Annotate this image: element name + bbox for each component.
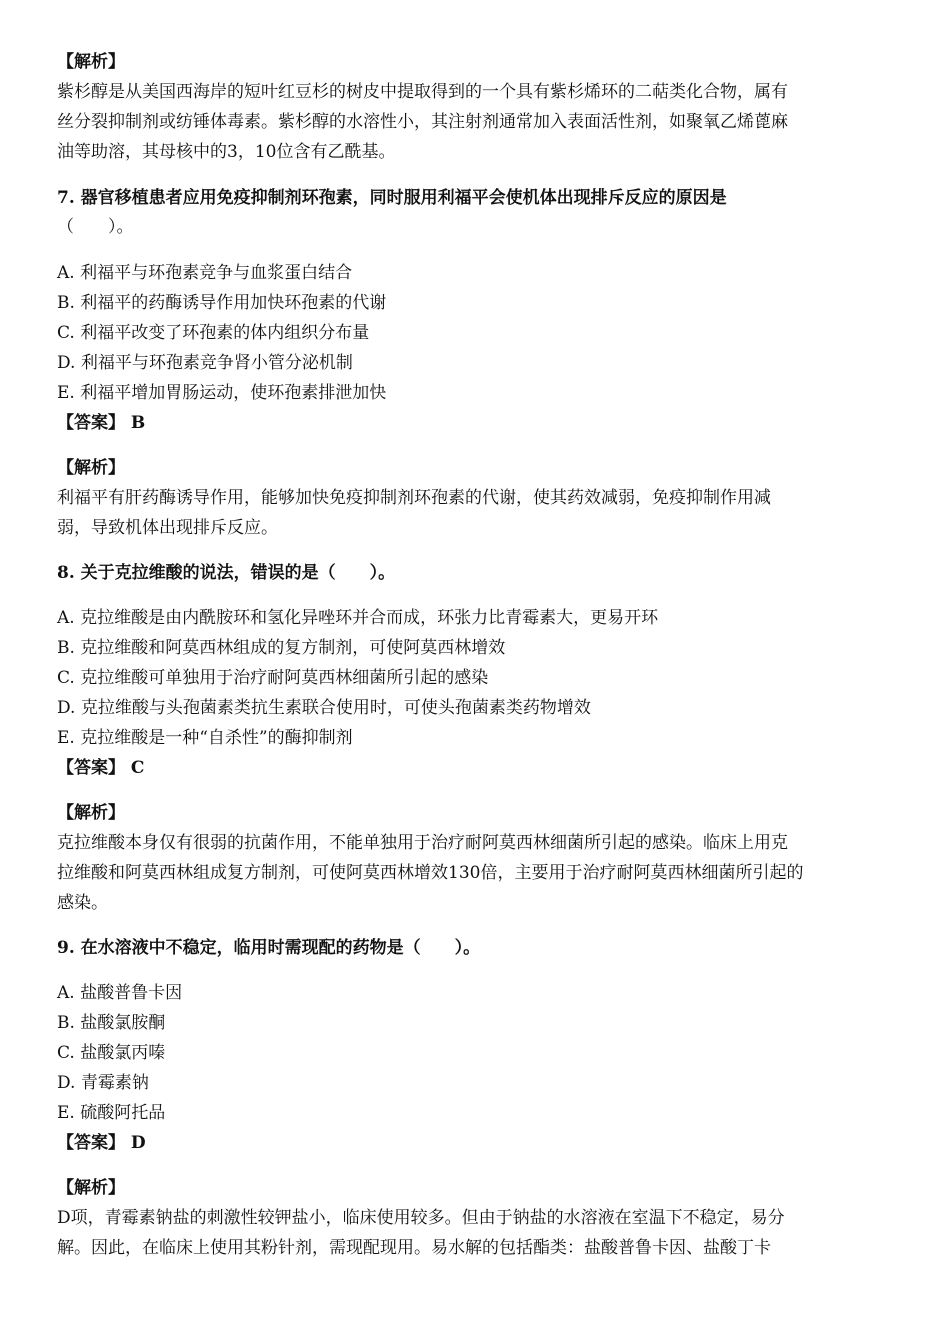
question-7-option-e: E. 利福平增加胃肠运动，使环孢素排泄加快 <box>57 383 387 403</box>
question-8-analysis-heading: 【解析】 <box>57 803 125 823</box>
question-8-stem: 8. 关于克拉维酸的说法，错误的是（ ）。 <box>57 563 396 583</box>
question-8-option-b: B. 克拉维酸和阿莫西林组成的复方制剂，可使阿莫西林增效 <box>57 638 506 658</box>
question-7-option-c: C. 利福平改变了环孢素的体内组织分布量 <box>57 323 370 343</box>
question-7-analysis-line: 利福平有肝药酶诱导作用，能够加快免疫抑制剂环孢素的代谢，使其药效减弱，免疫抑制作用减 <box>57 488 771 508</box>
question-7-option-a: A. 利福平与环孢素竞争与血浆蛋白结合 <box>57 263 353 283</box>
question-9-stem: 9. 在水溶液中不稳定，临用时需现配的药物是（ ）。 <box>57 938 481 958</box>
question-9-option-c: C. 盐酸氯丙嗪 <box>57 1043 166 1063</box>
question-8-answer: 【答案】 C <box>57 758 145 778</box>
question-8-analysis-line: 感染。 <box>57 893 108 913</box>
question-8-option-d: D. 克拉维酸与头孢菌素类抗生素联合使用时，可使头孢菌素类药物增效 <box>57 698 591 718</box>
question-8-option-e: E. 克拉维酸是一种“自杀性”的酶抑制剂 <box>57 728 353 748</box>
question-9-option-b: B. 盐酸氯胺酮 <box>57 1013 166 1033</box>
question-7-answer: 【答案】 B <box>57 413 146 433</box>
question-9-analysis-line: 解。因此，在临床上使用其粉针剂，需现配现用。易水解的包括酯类：盐酸普鲁卡因、盐酸丁卡 <box>57 1238 771 1258</box>
question-7-stem-cont: （ ）。 <box>57 217 134 237</box>
question-8-option-a: A. 克拉维酸是由内酰胺环和氢化异唑环并合而成，环张力比青霉素大，更易开环 <box>57 608 659 628</box>
analysis-heading: 【解析】 <box>57 52 125 72</box>
question-7-analysis-heading: 【解析】 <box>57 458 125 478</box>
question-8-analysis-line: 拉维酸和阿莫西林组成复方制剂，可使阿莫西林增效130倍，主要用于治疗耐阿莫西林细菌所引起的 <box>57 863 804 883</box>
question-7-analysis-line: 弱，导致机体出现排斥反应。 <box>57 518 278 538</box>
question-9-option-e: E. 硫酸阿托品 <box>57 1103 166 1123</box>
analysis-text-line: 紫杉醇是从美国西海岸的短叶红豆杉的树皮中提取得到的一个具有紫杉烯环的二萜类化合物，属有 <box>57 82 788 102</box>
question-9-analysis-line: D项，青霉素钠盐的刺激性较钾盐小，临床使用较多。但由于钠盐的水溶液在室温下不稳定，易分 <box>57 1208 785 1228</box>
question-9-option-d: D. 青霉素钠 <box>57 1073 149 1093</box>
analysis-text-line: 油等助溶，其母核中的3，10位含有乙酰基。 <box>57 142 396 162</box>
question-7-stem: 7. 器官移植患者应用免疫抑制剂环孢素，同时服用利福平会使机体出现排斥反应的原因是 <box>57 188 727 208</box>
question-9-analysis-heading: 【解析】 <box>57 1178 125 1198</box>
question-7-option-d: D. 利福平与环孢素竞争肾小管分泌机制 <box>57 353 353 373</box>
question-8-analysis-line: 克拉维酸本身仅有很弱的抗菌作用，不能单独用于治疗耐阿莫西林细菌所引起的感染。临床上用克 <box>57 833 788 853</box>
question-7-option-b: B. 利福平的药酶诱导作用加快环孢素的代谢 <box>57 293 387 313</box>
question-9-option-a: A. 盐酸普鲁卡因 <box>57 983 183 1003</box>
question-9-answer: 【答案】 D <box>57 1133 146 1153</box>
analysis-text-line: 丝分裂抑制剂或纺锤体毒素。紫杉醇的水溶性小，其注射剂通常加入表面活性剂，如聚氧乙烯蓖麻 <box>57 112 788 132</box>
question-8-option-c: C. 克拉维酸可单独用于治疗耐阿莫西林细菌所引起的感染 <box>57 668 489 688</box>
